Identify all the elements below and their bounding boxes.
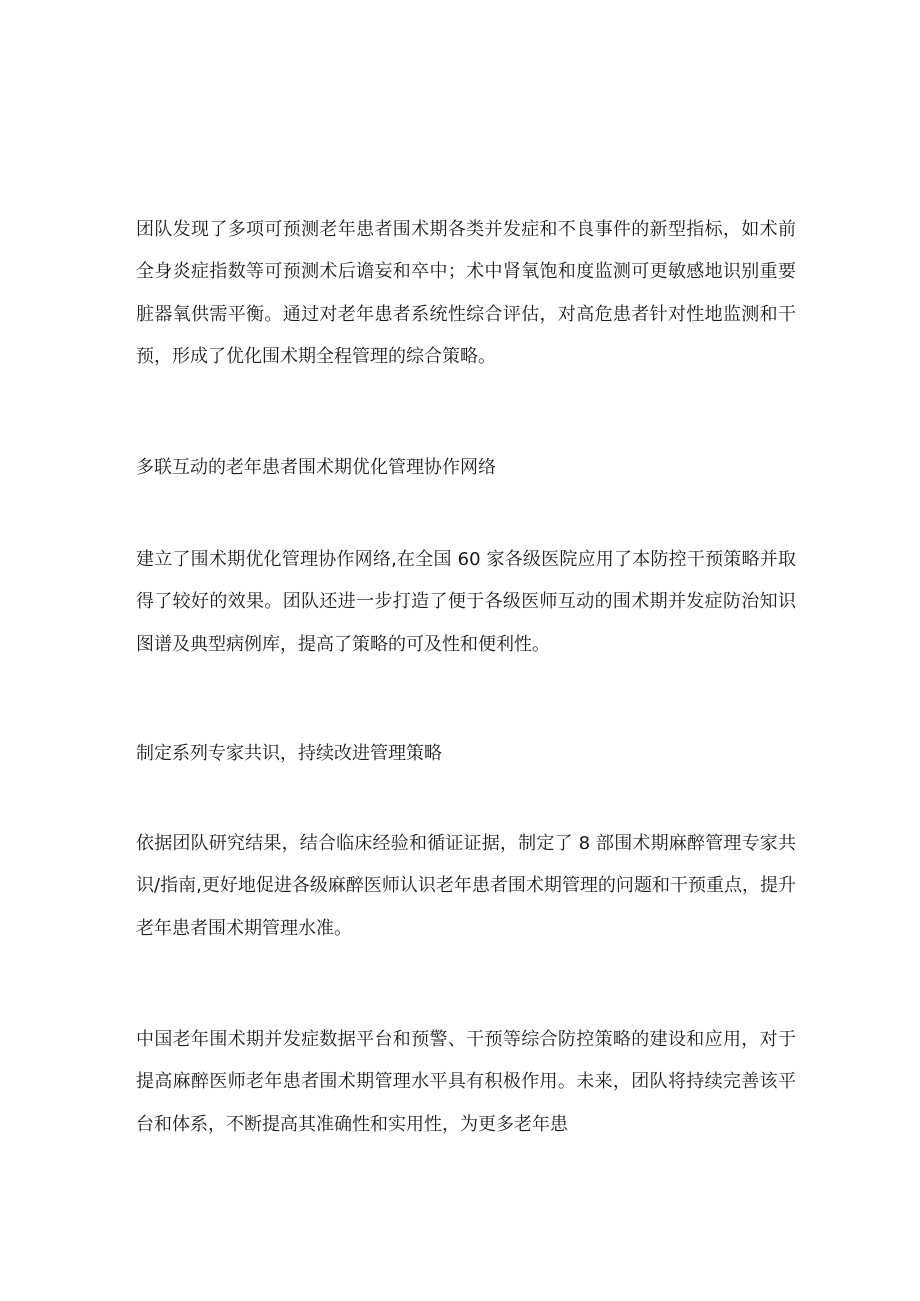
paragraph-expert-consensus: 依据团队研究结果，结合临床经验和循证证据，制定了 8 部围术期麻醉管理专家共识/指南,更好地促进各级麻醉医师认识老年患者围术期管理的问题和干预重点，提升老年患者围术期管理水准。 bbox=[136, 833, 796, 939]
paragraph-new-indicators: 团队发现了多项可预测老年患者围术期各类并发症和不良事件的新型指标，如术前全身炎症指数等可预测术后谵妄和卒中；术中肾氧饱和度监测可更敏感地识别重要脏器氧供需平衡。通过对老年患者系统性综合评估，对高危患者针对性地监测和干预，形成了优化围术期全程管理的综合策略。 bbox=[136, 219, 796, 367]
section-heading-collaboration-network: 多联互动的老年患者围术期优化管理协作网络 bbox=[136, 457, 496, 478]
paragraph-collaboration-network: 建立了围术期优化管理协作网络,在全国 60 家各级医院应用了本防控干预策略并取得了较好的效果。团队还进一步打造了便于各级医师互动的围术期并发症防治知识图谱及典型病例库，提高了策略的可及性和便利性。 bbox=[136, 549, 796, 655]
paragraph-platform-outlook: 中国老年围术期并发症数据平台和预警、干预等综合防控策略的建设和应用，对于提高麻醉医师老年患者围术期管理水平具有积极作用。未来，团队将持续完善该平台和体系，不断提高其准确性和实用性，为更多老年患 bbox=[136, 1029, 796, 1135]
section-heading-expert-consensus: 制定系列专家共识，持续改进管理策略 bbox=[136, 743, 442, 764]
